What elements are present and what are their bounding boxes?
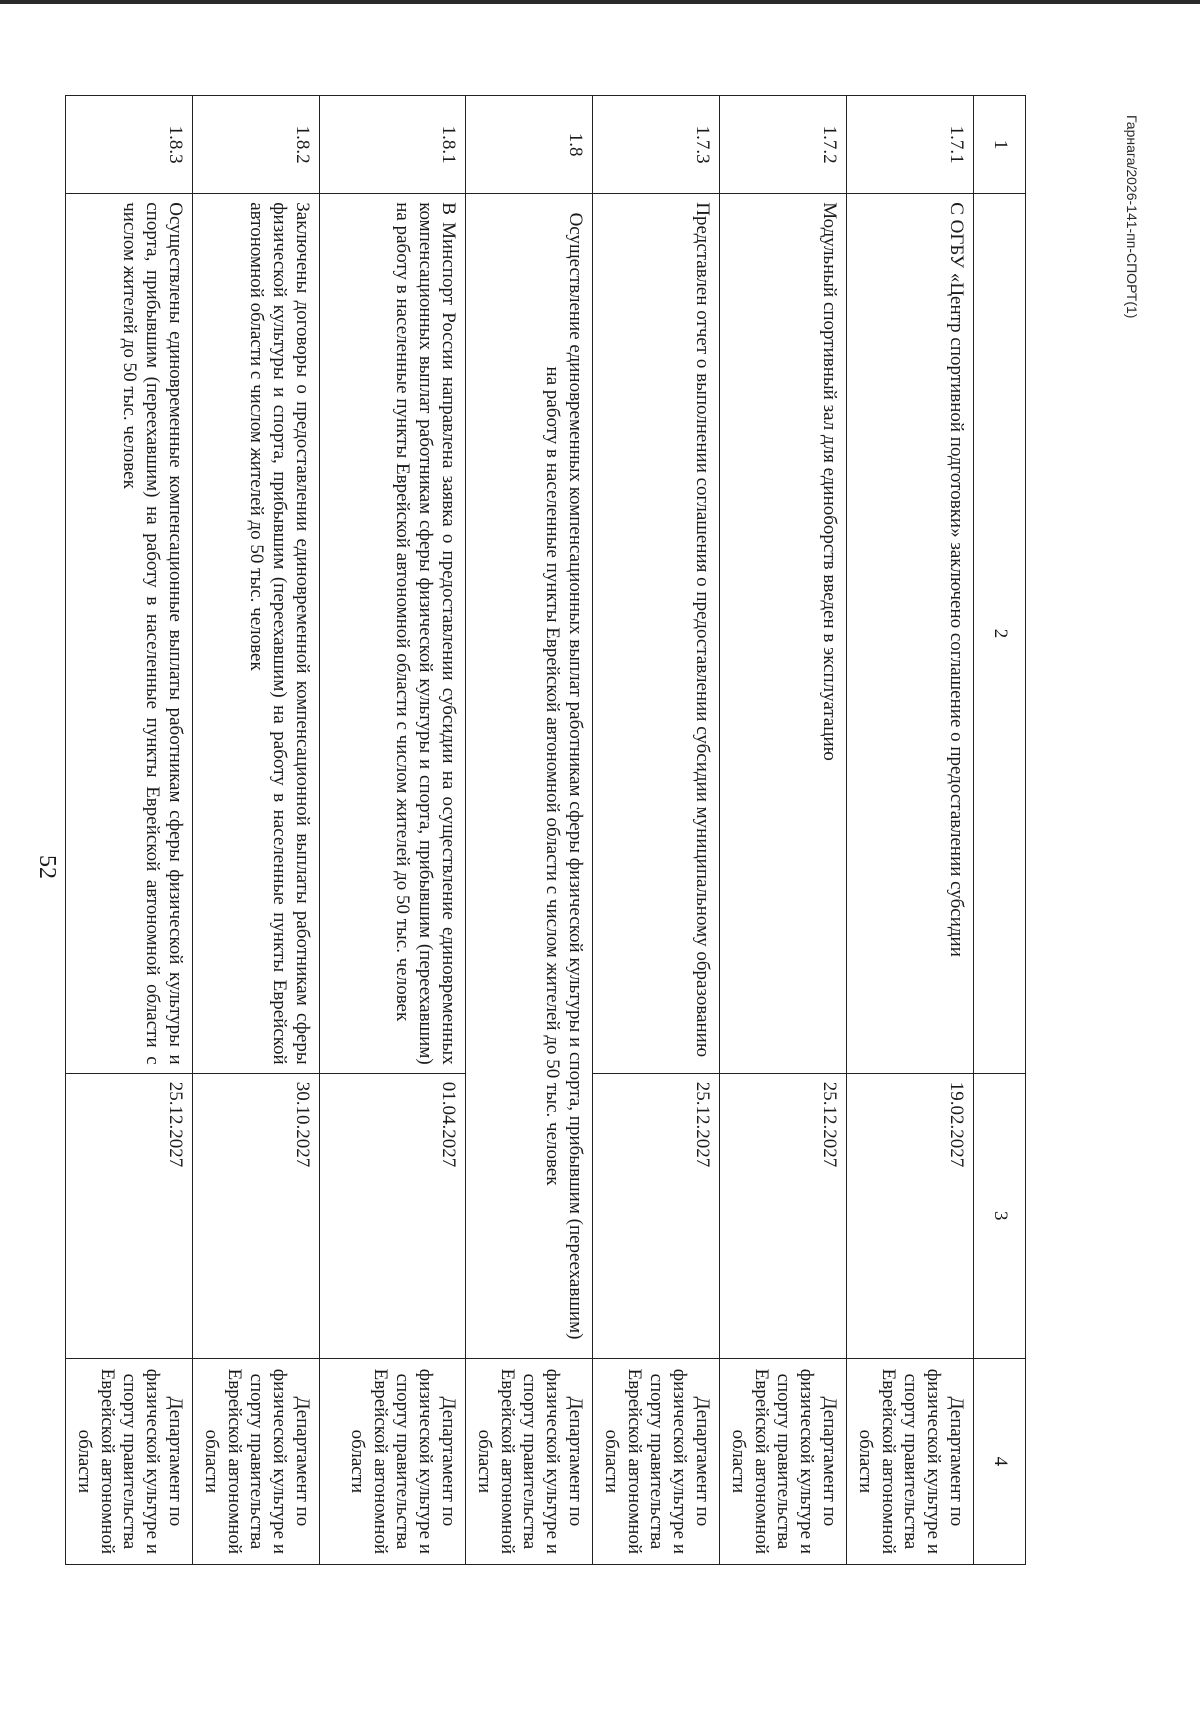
row-responsible: Департамент по физической культуре и спорту правительства Еврейской автономной области — [720, 1358, 847, 1564]
table-row — [193, 96, 320, 1565]
row-number: 1.7.1 — [847, 96, 974, 194]
row-number: 1.7.2 — [720, 96, 847, 194]
row-responsible: Департамент по физической культуре и спорту правительства Еврейской автономной области — [593, 1358, 720, 1564]
row-responsible: Департамент по физической культуре и спорту правительства Еврейской автономной области — [193, 1358, 320, 1564]
document-reference: Гарнага/2026-141-пп-СПОРТ(1) — [1124, 115, 1140, 319]
table-row — [847, 96, 974, 1565]
row-event-group: Осуществление единовременных компенсационных выплат работникам сферы физической культуры и спорта, прибывшим (переехавшим) на работу в населенные пункты Еврейской автономной области с числом жителей до 50 тыс. человек — [466, 194, 593, 1359]
table-row-group — [466, 96, 593, 1565]
plan-table-wrapper — [73, 95, 1026, 1565]
header-col-4: 4 — [974, 1358, 1026, 1564]
plan-table — [65, 95, 1026, 1565]
table-row — [720, 96, 847, 1565]
row-event: С ОГБУ «Центр спортивной подготовки» заключено соглашение о предоставлении субсидии — [847, 194, 974, 1073]
row-number: 1.8.1 — [320, 96, 466, 194]
header-col-2: 2 — [974, 194, 1026, 1073]
row-event: Заключены договоры о предоставлении единовременной компенсационной выплаты работникам сферы физической культуры и спорта, прибывшим (переехавшим) на работу в населенные пункты Еврейской автономной области с числом жителей до 50 тыс. человек — [193, 194, 320, 1073]
row-event: Модульный спортивный зал для единоборств введен в эксплуатацию — [720, 194, 847, 1073]
row-date: 25.12.2027 — [66, 1073, 193, 1358]
row-date: 30.10.2027 — [193, 1073, 320, 1358]
row-number: 1.8 — [466, 96, 593, 194]
table-row — [320, 96, 466, 1565]
row-event: В Минспорт России направлена заявка о предоставлении субсидии на осуществление единовременных компенсационных выплат работникам сферы физической культуры и спорта, прибывшим (переехавшим) на работу в населенные пункты Еврейской автономной области с числом жителей до 50 тыс. человек — [320, 194, 466, 1073]
row-number: 1.8.3 — [66, 96, 193, 194]
row-date: 25.12.2027 — [720, 1073, 847, 1358]
table-row — [66, 96, 193, 1565]
table-header-row — [974, 96, 1026, 1565]
row-event: Представлен отчет о выполнении соглашения о предоставлении субсидии муниципальному образованию — [593, 194, 720, 1073]
row-date: 25.12.2027 — [593, 1073, 720, 1358]
table-row — [593, 96, 720, 1565]
row-event: Осуществлены единовременные компенсационные выплаты работникам сферы физической культуры и спорта, прибывшим (переехавшим) на работу в населенные пункты Еврейской автономной области с числом жителей до 50 тыс. человек — [66, 194, 193, 1073]
row-responsible: Департамент по физической культуре и спорту правительства Еврейской автономной области — [320, 1358, 466, 1564]
row-number: 1.8.2 — [193, 96, 320, 194]
row-responsible: Департамент по физической культуре и спорту правительства Еврейской автономной области — [466, 1358, 593, 1564]
header-col-1: 1 — [974, 96, 1026, 194]
page-number: 52 — [34, 855, 60, 879]
row-date: 01.04.2027 — [320, 1073, 466, 1358]
row-number: 1.7.3 — [593, 96, 720, 194]
header-col-3: 3 — [974, 1073, 1026, 1358]
row-date: 19.02.2027 — [847, 1073, 974, 1358]
row-responsible: Департамент по физической культуре и спорту правительства Еврейской автономной области — [847, 1358, 974, 1564]
top-border-line — [0, 0, 1200, 4]
row-responsible: Департамент по физической культуре и спорту правительства Еврейской автономной области — [66, 1358, 193, 1564]
